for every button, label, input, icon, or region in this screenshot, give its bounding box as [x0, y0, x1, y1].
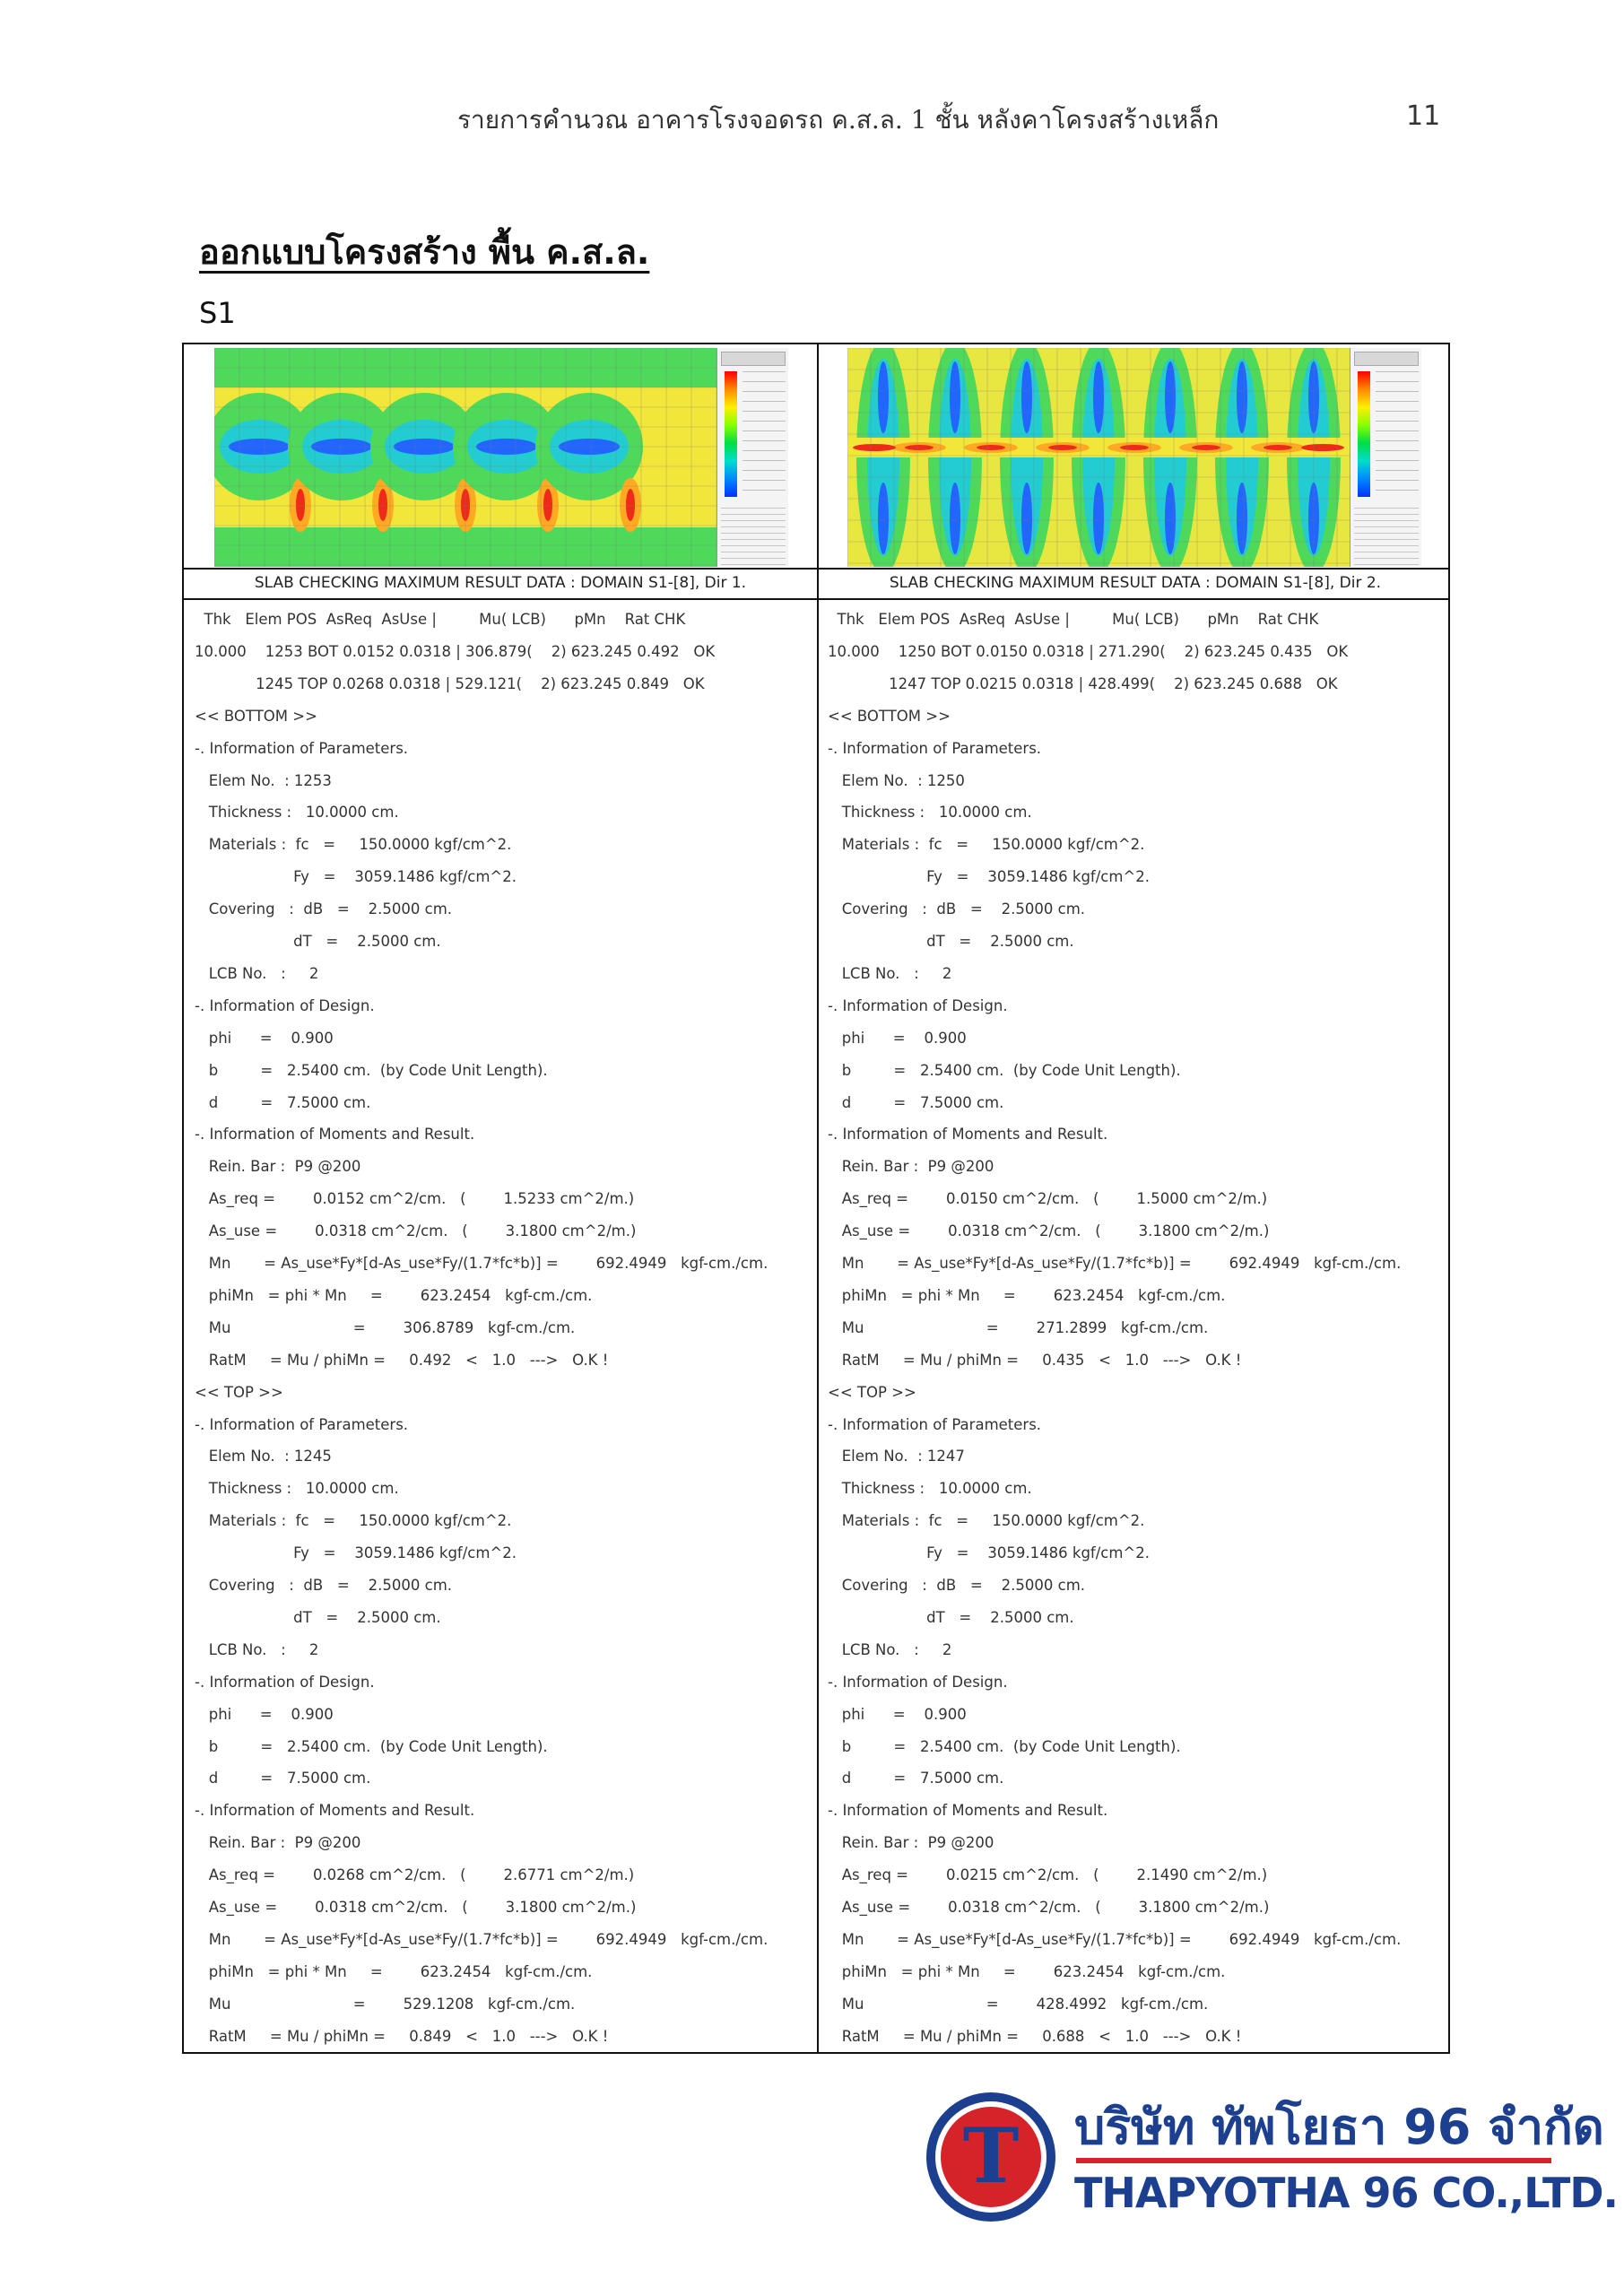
result-line: -. Information of Moments and Result. — [828, 1126, 1108, 1144]
result-line: Mn = As_use*Fy*[d-As_use*Fy/(1.7*fc*b)] = 692.4949 kgf-cm./cm. — [195, 1930, 769, 1948]
result-line: Covering : dB = 2.5000 cm. — [828, 900, 1086, 918]
page-number: 11 — [1406, 100, 1441, 132]
result-line: As_req = 0.0152 cm^2/cm. ( 1.5233 cm^2/m.) — [195, 1190, 635, 1208]
contour-plot-dir1-graphic — [214, 348, 788, 567]
contour-plot-dir2-graphic — [847, 348, 1421, 567]
result-line: Rein. Bar : P9 @200 — [828, 1158, 994, 1176]
result-line: Mu = 271.2899 kgf-cm./cm. — [828, 1318, 1209, 1336]
result-line: d = 7.5000 cm. — [195, 1093, 371, 1111]
result-line: -. Information of Design. — [828, 1673, 1008, 1691]
result-line: Elem No. : 1250 — [828, 771, 965, 789]
result-line: Rein. Bar : P9 @200 — [195, 1158, 361, 1176]
result-line: b = 2.5400 cm. (by Code Unit Length). — [195, 1061, 548, 1079]
result-line: -. Information of Parameters. — [195, 739, 409, 757]
result-line: RatM = Mu / phiMn = 0.688 < 1.0 ---> O.K ! — [828, 2027, 1242, 2045]
result-line: As_use = 0.0318 cm^2/cm. ( 3.1800 cm^2/m.) — [828, 1222, 1270, 1240]
caption-dir2: SLAB CHECKING MAXIMUM RESULT DATA : DOMAIN S1-[8], Dir 2. — [889, 574, 1382, 592]
result-line: As_use = 0.0318 cm^2/cm. ( 3.1800 cm^2/m.) — [828, 1899, 1270, 1916]
result-line: Mn = As_use*Fy*[d-As_use*Fy/(1.7*fc*b)] = 692.4949 kgf-cm./cm. — [828, 1255, 1402, 1272]
result-line: Materials : fc = 150.0000 kgf/cm^2. — [195, 836, 512, 854]
result-line: As_req = 0.0150 cm^2/cm. ( 1.5000 cm^2/m.) — [828, 1190, 1268, 1208]
result-line: Mn = As_use*Fy*[d-As_use*Fy/(1.7*fc*b)] = 692.4949 kgf-cm./cm. — [828, 1930, 1402, 1948]
result-line: 10.000 1253 BOT 0.0152 0.0318 | 306.879( 2) 623.245 0.492 OK — [195, 642, 716, 660]
result-line: << BOTTOM >> — [828, 707, 951, 725]
result-table — [182, 343, 1450, 2054]
result-line: b = 2.5400 cm. (by Code Unit Length). — [195, 1737, 548, 1755]
result-line: LCB No. : 2 — [195, 964, 319, 982]
result-line: Elem No. : 1253 — [195, 771, 332, 789]
contour-legend-dir2 — [1350, 348, 1421, 567]
result-line: dT = 2.5000 cm. — [828, 1608, 1074, 1626]
result-line: phiMn = phi * Mn = 623.2454 kgf-cm./cm. — [195, 1962, 593, 1980]
section-title: ออกแบบโครงสร้าง พื้น ค.ส.ล. — [199, 232, 650, 272]
result-line: << TOP >> — [828, 1383, 916, 1401]
result-line: dT = 2.5000 cm. — [195, 933, 441, 950]
result-line: Covering : dB = 2.5000 cm. — [195, 1577, 453, 1594]
result-line: -. Information of Parameters. — [828, 1415, 1042, 1433]
result-line: -. Information of Design. — [195, 1673, 375, 1691]
result-line: phi = 0.900 — [828, 1029, 967, 1047]
result-line: d = 7.5000 cm. — [828, 1770, 1004, 1787]
result-line: d = 7.5000 cm. — [828, 1093, 1004, 1111]
result-line: << BOTTOM >> — [195, 707, 317, 725]
result-line: -. Information of Parameters. — [195, 1415, 409, 1433]
result-line: b = 2.5400 cm. (by Code Unit Length). — [828, 1061, 1181, 1079]
result-line: phiMn = phi * Mn = 623.2454 kgf-cm./cm. — [828, 1286, 1226, 1304]
result-line: Materials : fc = 150.0000 kgf/cm^2. — [195, 1512, 512, 1530]
result-line: Mn = As_use*Fy*[d-As_use*Fy/(1.7*fc*b)] = 692.4949 kgf-cm./cm. — [195, 1255, 769, 1272]
company-logo-emblem — [924, 2090, 1058, 2224]
caption-dir1: SLAB CHECKING MAXIMUM RESULT DATA : DOMAIN S1-[8], Dir 1. — [254, 574, 747, 592]
result-line: -. Information of Design. — [828, 996, 1008, 1014]
result-line: 1245 TOP 0.0268 0.0318 | 529.121( 2) 623.245 0.849 OK — [195, 674, 705, 692]
result-line: Thickness : 10.0000 cm. — [195, 1480, 399, 1498]
result-line: Rein. Bar : P9 @200 — [195, 1834, 361, 1852]
result-line: RatM = Mu / phiMn = 0.435 < 1.0 ---> O.K ! — [828, 1351, 1242, 1369]
result-line: Covering : dB = 2.5000 cm. — [195, 900, 453, 918]
result-line: << TOP >> — [195, 1383, 283, 1401]
result-line: Fy = 3059.1486 kgf/cm^2. — [828, 1544, 1151, 1562]
contour-plot-dir2 — [847, 348, 1421, 567]
result-line: -. Information of Moments and Result. — [195, 1802, 475, 1820]
result-line: Mu = 428.4992 kgf-cm./cm. — [828, 1995, 1209, 2013]
result-line: Fy = 3059.1486 kgf/cm^2. — [828, 868, 1151, 886]
result-line: phi = 0.900 — [828, 1705, 967, 1723]
result-line: Thickness : 10.0000 cm. — [828, 804, 1032, 822]
logo-letter: T — [962, 2111, 1020, 2200]
table-divider-caption-bottom — [184, 598, 1448, 600]
result-line: As_req = 0.0268 cm^2/cm. ( 2.6771 cm^2/m.) — [195, 1866, 635, 1884]
result-line: b = 2.5400 cm. (by Code Unit Length). — [828, 1737, 1181, 1755]
company-logo — [924, 2079, 1619, 2258]
result-line: 1247 TOP 0.0215 0.0318 | 428.499( 2) 623.245 0.688 OK — [828, 674, 1338, 692]
result-line: Mu = 529.1208 kgf-cm./cm. — [195, 1995, 576, 2013]
result-line: dT = 2.5000 cm. — [828, 933, 1074, 950]
document-title: รายการคำนวณ อาคารโรงจอดรถ ค.ส.ล. 1 ชั้น หลังคาโครงสร้างเหล็ก — [457, 105, 1220, 135]
result-line: -. Information of Moments and Result. — [828, 1802, 1108, 1820]
result-line: Materials : fc = 150.0000 kgf/cm^2. — [828, 1512, 1145, 1530]
result-line: LCB No. : 2 — [828, 964, 952, 982]
page-header — [0, 100, 1624, 145]
result-line: 10.000 1250 BOT 0.0150 0.0318 | 271.290( 2) 623.245 0.435 OK — [828, 642, 1349, 660]
result-line: LCB No. : 2 — [828, 1640, 952, 1658]
result-line: Covering : dB = 2.5000 cm. — [828, 1577, 1086, 1594]
result-line: Mu = 306.8789 kgf-cm./cm. — [195, 1318, 576, 1336]
result-line: Thk Elem POS AsReq AsUse | Mu( LCB) pMn Rat CHK — [828, 611, 1319, 628]
result-line: As_use = 0.0318 cm^2/cm. ( 3.1800 cm^2/m.) — [195, 1899, 637, 1916]
result-line: -. Information of Design. — [195, 996, 375, 1014]
result-line: Materials : fc = 150.0000 kgf/cm^2. — [828, 836, 1145, 854]
result-line: Fy = 3059.1486 kgf/cm^2. — [195, 1544, 517, 1562]
company-name-english: THAPYOTHA 96 CO.,LTD. — [1074, 2169, 1619, 2217]
result-line: As_use = 0.0318 cm^2/cm. ( 3.1800 cm^2/m.) — [195, 1222, 637, 1240]
table-divider-vertical — [817, 344, 819, 2052]
result-line: Elem No. : 1247 — [828, 1448, 965, 1465]
result-line: phi = 0.900 — [195, 1029, 334, 1047]
result-line: Fy = 3059.1486 kgf/cm^2. — [195, 868, 517, 886]
result-line: phiMn = phi * Mn = 623.2454 kgf-cm./cm. — [828, 1962, 1226, 1980]
company-name-thai: บริษัท ทัพโยธา 96 จำกัด — [1074, 2099, 1604, 2155]
result-line: dT = 2.5000 cm. — [195, 1608, 441, 1626]
logo-divider — [1076, 2158, 1551, 2163]
result-line: d = 7.5000 cm. — [195, 1770, 371, 1787]
result-line: -. Information of Moments and Result. — [195, 1126, 475, 1144]
result-line: phiMn = phi * Mn = 623.2454 kgf-cm./cm. — [195, 1286, 593, 1304]
result-line: LCB No. : 2 — [195, 1640, 319, 1658]
table-divider-image-bottom — [184, 568, 1448, 570]
result-line: Elem No. : 1245 — [195, 1448, 332, 1465]
result-line: phi = 0.900 — [195, 1705, 334, 1723]
contour-legend-dir1 — [716, 348, 788, 567]
result-line: Thickness : 10.0000 cm. — [195, 804, 399, 822]
result-line: Thk Elem POS AsReq AsUse | Mu( LCB) pMn Rat CHK — [195, 611, 686, 628]
result-line: Thickness : 10.0000 cm. — [828, 1480, 1032, 1498]
result-line: RatM = Mu / phiMn = 0.492 < 1.0 ---> O.K ! — [195, 1351, 609, 1369]
contour-plot-dir1 — [214, 348, 788, 567]
result-line: -. Information of Parameters. — [828, 739, 1042, 757]
result-line: RatM = Mu / phiMn = 0.849 < 1.0 ---> O.K ! — [195, 2027, 609, 2045]
result-line: Rein. Bar : P9 @200 — [828, 1834, 994, 1852]
slab-label: S1 — [199, 296, 236, 330]
result-line: As_req = 0.0215 cm^2/cm. ( 2.1490 cm^2/m.) — [828, 1866, 1268, 1884]
